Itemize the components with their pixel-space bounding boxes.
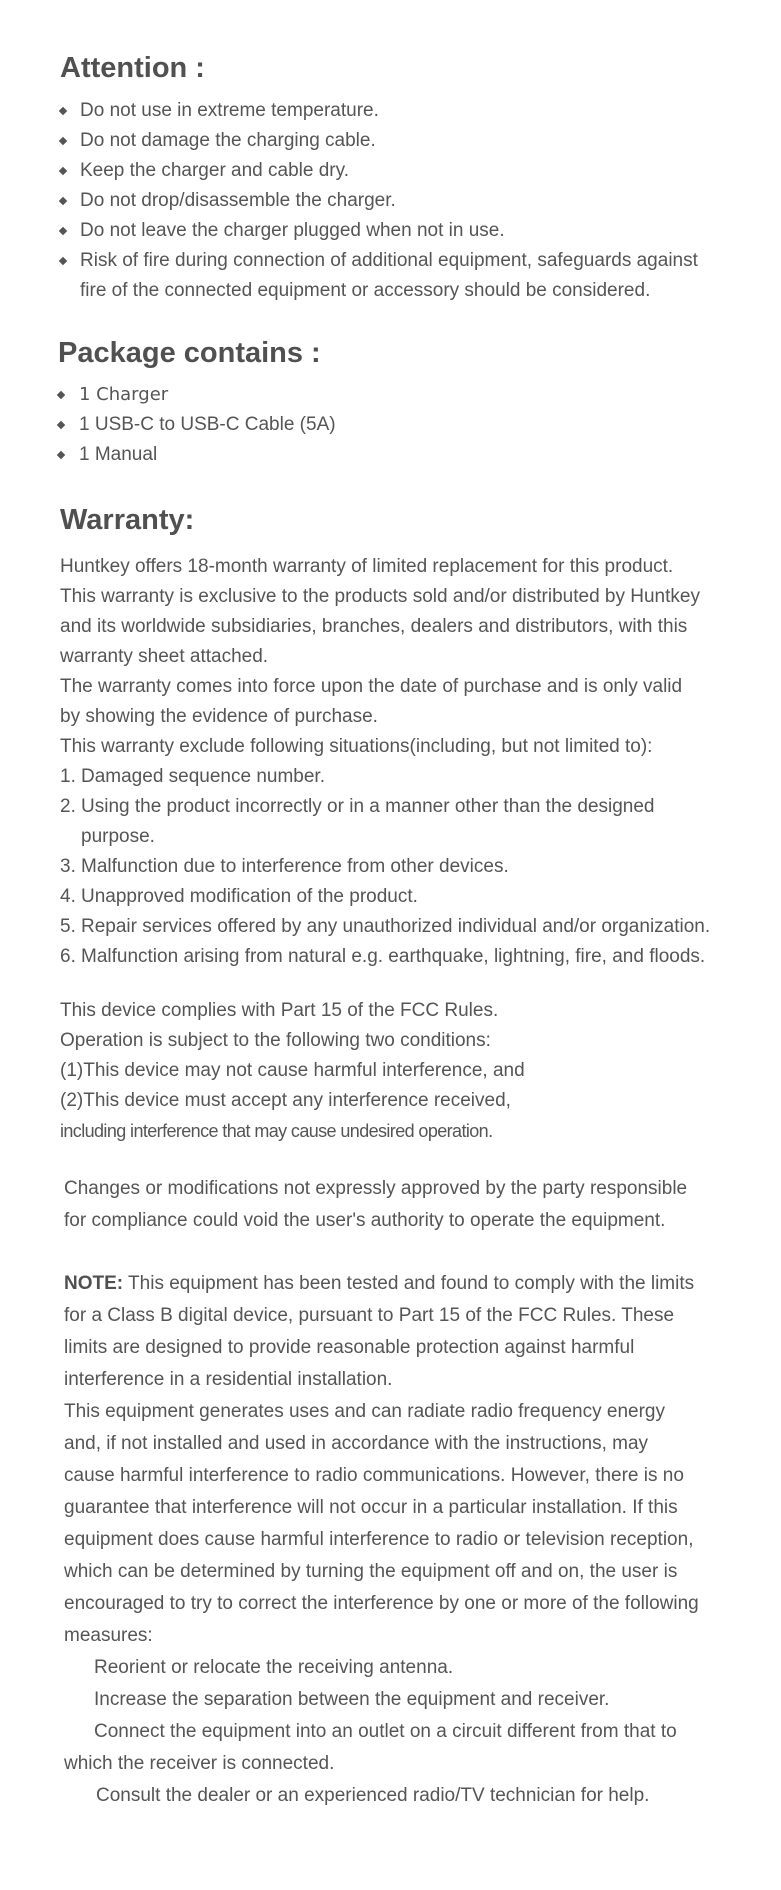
list-item: Keep the charger and cable dry. <box>60 156 750 186</box>
changes-line: for compliance could void the user's authority to operate the equipment. <box>64 1210 666 1231</box>
warranty-line: warranty sheet attached. <box>60 646 269 667</box>
note-line: and, if not installed and used in accordance with the instructions, may <box>64 1433 649 1454</box>
bullet-diamond-icon <box>59 257 67 265</box>
measure-continuation: which the receiver is connected. <box>64 1753 335 1774</box>
note-first-line: NOTE: This equipment has been tested and found to comply with the limits <box>64 1273 695 1294</box>
attention-section <box>60 50 750 306</box>
list-item: 1 Charger <box>58 380 748 410</box>
attention-title: Attention : <box>60 52 205 84</box>
package-section <box>58 335 748 470</box>
bullet-diamond-icon <box>57 391 65 399</box>
fcc-line: Operation is subject to the following two conditions: <box>60 1030 491 1051</box>
list-item: 1 USB-C to USB-C Cable (5A) <box>58 410 748 440</box>
warranty-section <box>60 502 760 972</box>
package-list <box>58 380 748 470</box>
list-item: Do not drop/disassemble the charger. <box>60 186 750 216</box>
fcc-line: (1)This device may not cause harmful interference, and <box>60 1060 525 1081</box>
note-line: limits are designed to provide reasonable protection against harmful <box>64 1337 635 1358</box>
package-title: Package contains : <box>58 337 321 369</box>
bullet-diamond-icon <box>57 421 65 429</box>
list-item: 5. Repair services offered by any unauthorized individual and/or organization. <box>60 916 711 937</box>
warranty-line: Huntkey offers 18-month warranty of limited replacement for this product. <box>60 556 674 577</box>
bullet-diamond-icon <box>57 451 65 459</box>
list-item: 3. Malfunction due to interference from other devices. <box>60 856 509 877</box>
bullet-diamond-icon <box>59 167 67 175</box>
list-item: Risk of fire during connection of additional equipment, safeguards against fire of the connected equipment or accessory should be considered. <box>60 246 750 306</box>
list-item: 6. Malfunction arising from natural e.g. earthquake, lightning, fire, and floods. <box>60 946 706 967</box>
fcc-line: including interference that may cause undesired operation. <box>60 1121 493 1141</box>
list-item: 2. Using the product incorrectly or in a manner other than the designed purpose. <box>60 796 655 847</box>
note-label: NOTE: <box>64 1273 124 1294</box>
note-line: interference in a residential installation. <box>64 1369 393 1390</box>
attention-list <box>60 96 750 306</box>
note-line: for a Class B digital device, pursuant to Part 15 of the FCC Rules. These <box>64 1305 675 1326</box>
measure-item: Increase the separation between the equipment and receiver. <box>94 1689 610 1710</box>
warranty-line: and its worldwide subsidiaries, branches, dealers and distributors, with this <box>60 616 688 637</box>
fcc-line: (2)This device must accept any interference received, <box>60 1090 511 1111</box>
measure-item: Connect the equipment into an outlet on a circuit different from that to <box>94 1721 677 1742</box>
bullet-diamond-icon <box>59 107 67 115</box>
note-line: which can be determined by turning the equipment off and on, the user is <box>64 1561 678 1582</box>
bullet-diamond-icon <box>59 197 67 205</box>
note-line: guarantee that interference will not occur in a particular installation. If this <box>64 1497 678 1518</box>
warranty-line: This warranty exclude following situations(including, but not limited to): <box>60 736 653 757</box>
list-item: 1 Manual <box>58 440 748 470</box>
fcc-compliance-section <box>60 996 760 1146</box>
changes-section <box>64 1173 764 1237</box>
list-item: Do not use in extreme temperature. <box>60 96 750 126</box>
warranty-line: by showing the evidence of purchase. <box>60 706 378 727</box>
bullet-diamond-icon <box>59 227 67 235</box>
list-item: Do not leave the charger plugged when not in use. <box>60 216 750 246</box>
changes-line: Changes or modifications not expressly approved by the party responsible <box>64 1178 688 1199</box>
warranty-title: Warranty: <box>60 504 195 536</box>
note-line: encouraged to try to correct the interference by one or more of the following <box>64 1593 699 1614</box>
measure-item: Reorient or relocate the receiving antenna. <box>94 1657 454 1678</box>
bullet-diamond-icon <box>59 137 67 145</box>
warranty-exclusions-list <box>60 762 760 972</box>
fcc-line: This device complies with Part 15 of the FCC Rules. <box>60 1000 499 1021</box>
warranty-line: This warranty is exclusive to the products sold and/or distributed by Huntkey <box>60 586 700 607</box>
measure-item: Consult the dealer or an experienced radio/TV technician for help. <box>96 1785 650 1806</box>
note-line: equipment does cause harmful interference to radio or television reception, <box>64 1529 694 1550</box>
list-item: 4. Unapproved modification of the product. <box>60 886 418 907</box>
note-section <box>64 1268 764 1812</box>
warranty-line: The warranty comes into force upon the date of purchase and is only valid <box>60 676 683 697</box>
note-line: This equipment generates uses and can radiate radio frequency energy <box>64 1401 665 1422</box>
note-line: cause harmful interference to radio communications. However, there is no <box>64 1465 684 1486</box>
list-item: Do not damage the charging cable. <box>60 126 750 156</box>
note-line: measures: <box>64 1625 153 1646</box>
list-item: 1. Damaged sequence number. <box>60 766 325 787</box>
